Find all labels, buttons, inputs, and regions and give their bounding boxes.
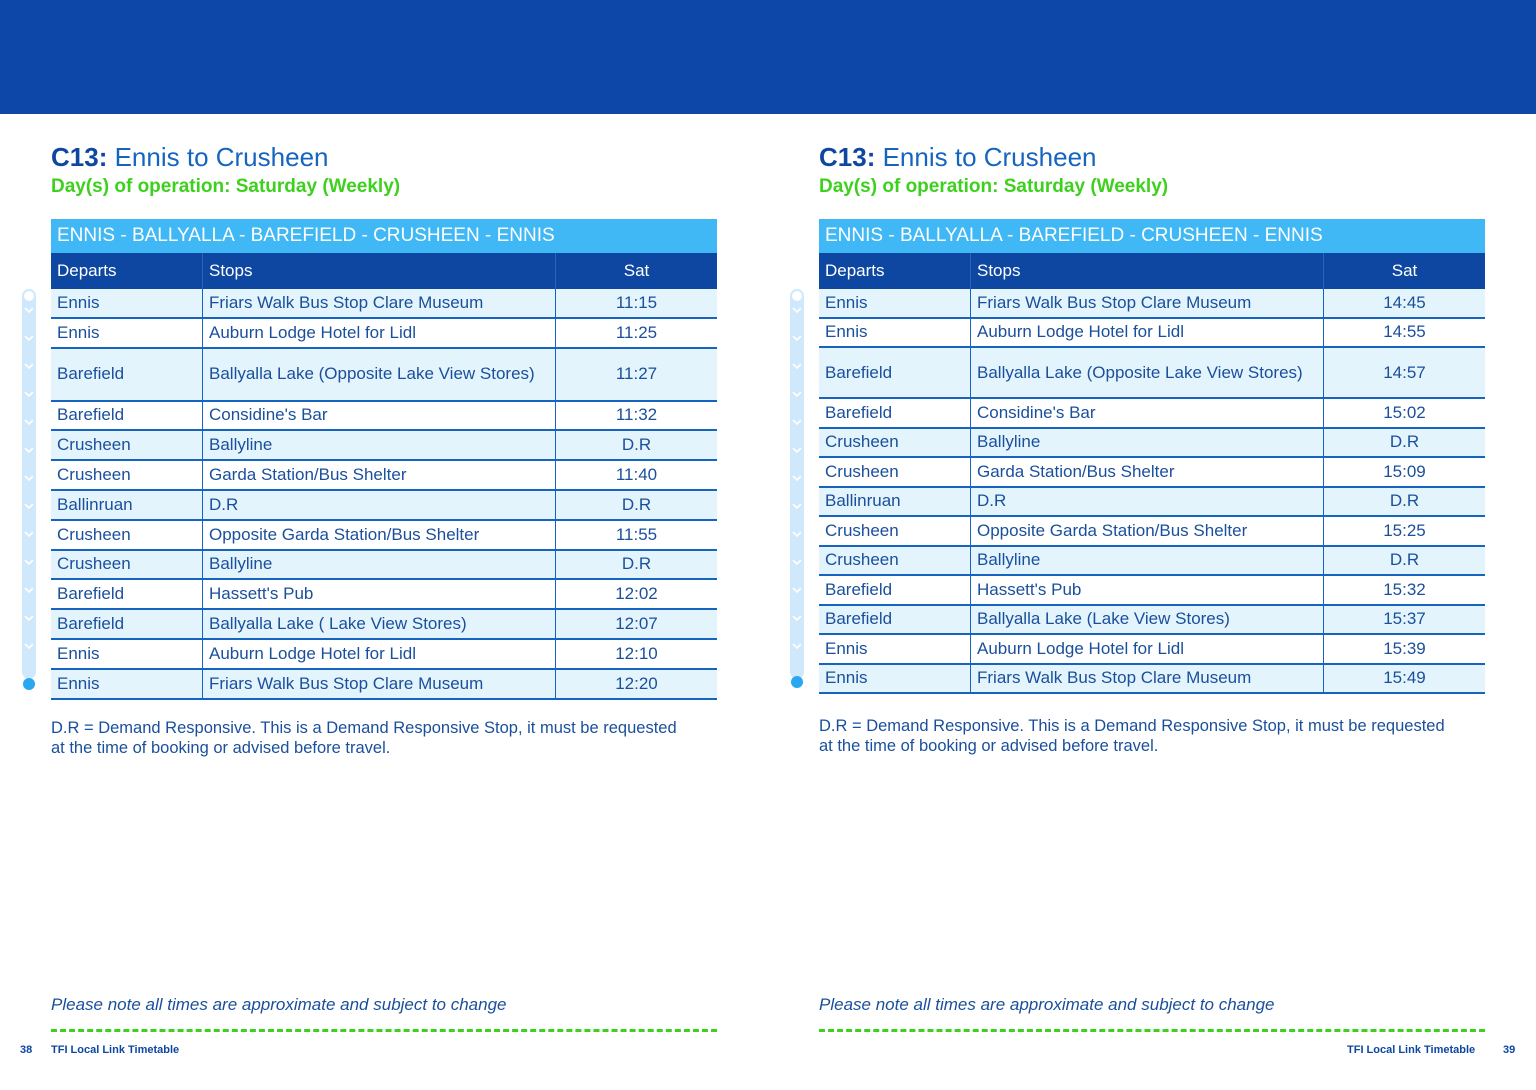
chevron-down-icon [792,643,802,649]
page-right [768,0,1536,1090]
days-of-operation: Day(s) of operation: Saturday (Weekly) [51,176,401,197]
chevron-down-icon [24,419,34,425]
cell-departs: Ballinruan [51,491,203,519]
cell-departs: Crusheen [819,517,971,545]
table-row [51,670,717,700]
cell-departs: Crusheen [51,551,203,579]
chevron-down-icon [792,419,802,425]
cell-time: 11:55 [615,524,658,544]
cell-stop: Opposite Garda Station/Bus Shelter [971,517,1324,545]
cell-time: 11:32 [615,405,658,425]
cell-stop: Ballyline [971,429,1324,457]
chevron-down-icon [792,615,802,621]
cell-departs: Crusheen [819,547,971,575]
header-sat: Sat [1391,261,1418,280]
times-disclaimer: Please note all times are approximate and subject to change [819,995,1275,1014]
demand-responsive-note: D.R = Demand Responsive. This is a Demand Responsive Stop, it must be requested at the time of booking or advised before travel. [51,719,677,757]
cell-stop: Ballyline [971,547,1324,575]
header-stops: Stops [203,253,556,289]
table-row [819,319,1485,349]
cell-time: 15:39 [1383,638,1426,658]
dashed-divider [51,1029,717,1032]
table-row [819,665,1485,695]
cell-stop: Auburn Lodge Hotel for Lidl [203,640,556,668]
page-number: 38 [20,1044,33,1056]
cell-departs: Ennis [819,635,971,663]
cell-time: 14:45 [1383,292,1426,312]
cell-stop: Auburn Lodge Hotel for Lidl [971,635,1324,663]
cell-stop: Garda Station/Bus Shelter [971,458,1324,486]
times-disclaimer: Please note all times are approximate and subject to change [51,995,507,1014]
cell-stop: Ballyline [203,551,556,579]
table-row [819,488,1485,518]
table-row [51,640,717,670]
cell-stop: Ballyalla Lake (Opposite Lake View Stores) [971,348,1324,397]
cell-departs: Barefield [51,349,203,400]
table-header [51,253,717,289]
route-title [51,142,329,173]
route-title [819,142,1097,173]
chevron-down-icon [24,307,34,313]
cell-departs: Barefield [51,402,203,430]
route-code: C13: [51,142,108,172]
header-stops: Stops [971,253,1324,289]
cell-time: 11:27 [615,364,658,384]
table-row [819,517,1485,547]
table-row [819,635,1485,665]
table-row [819,289,1485,319]
route-end-dot-icon [791,676,803,688]
cell-time: 15:49 [1383,668,1426,688]
chevron-down-icon [792,335,802,341]
chevron-down-icon [24,335,34,341]
table-row [51,580,717,610]
chevron-down-icon [792,391,802,397]
timetable [51,219,717,700]
cell-stop: Hassett's Pub [971,576,1324,604]
cell-time: D.R [621,554,652,574]
cell-departs: Barefield [819,576,971,604]
cell-departs: Crusheen [51,431,203,459]
cell-stop: Considine's Bar [971,399,1324,427]
cell-stop: Garda Station/Bus Shelter [203,461,556,489]
table-row [819,458,1485,488]
cell-time: D.R [1389,550,1420,570]
cell-stop: Opposite Garda Station/Bus Shelter [203,521,556,549]
footer-title: TFI Local Link Timetable [1347,1044,1476,1056]
cell-time: 15:32 [1383,579,1426,599]
table-body [819,289,1485,694]
cell-stop: Ballyalla Lake (Lake View Stores) [971,606,1324,634]
cell-time: D.R [1389,432,1420,452]
chevron-down-icon [792,307,802,313]
days-of-operation: Day(s) of operation: Saturday (Weekly) [819,176,1169,197]
chevron-down-icon [792,559,802,565]
cell-stop: Considine's Bar [203,402,556,430]
chevron-down-icon [792,531,802,537]
cell-stop: Auburn Lodge Hotel for Lidl [971,319,1324,347]
cell-stop: Friars Walk Bus Stop Clare Museum [971,289,1324,317]
cell-time: 15:02 [1383,402,1426,422]
cell-time: 15:09 [1383,461,1426,481]
cell-departs: Crusheen [51,461,203,489]
cell-time: 12:20 [615,673,658,693]
chevron-down-icon [792,475,802,481]
chevron-down-icon [792,363,802,369]
cell-departs: Crusheen [819,458,971,486]
cell-time: 11:40 [615,465,658,485]
cell-stop: Auburn Lodge Hotel for Lidl [203,319,556,347]
table-body [51,289,717,700]
chevron-down-icon [24,531,34,537]
cell-time: 12:10 [615,643,658,663]
cell-time: D.R [1389,491,1420,511]
chevron-down-icon [792,587,802,593]
table-row [51,491,717,521]
chevron-down-icon [24,447,34,453]
chevron-down-icon [24,643,34,649]
table-header [819,253,1485,289]
cell-time: 15:25 [1383,520,1426,540]
cell-time: 11:25 [615,322,658,342]
chevron-down-icon [24,503,34,509]
cell-departs: Crusheen [819,429,971,457]
cell-time: D.R [621,435,652,455]
table-row [819,547,1485,577]
table-row [819,606,1485,636]
cell-time: 12:07 [615,614,658,634]
cell-time: 15:37 [1383,609,1426,629]
cell-time: 14:57 [1383,362,1426,382]
cell-departs: Ennis [51,640,203,668]
cell-departs: Barefield [51,580,203,608]
chevron-down-icon [24,559,34,565]
table-row [819,399,1485,429]
cell-time: 12:02 [615,584,658,604]
table-row [51,610,717,640]
chevron-down-icon [792,503,802,509]
chevron-down-icon [792,447,802,453]
cell-stop: D.R [203,491,556,519]
demand-responsive-note: D.R = Demand Responsive. This is a Demand Responsive Stop, it must be requested at the time of booking or advised before travel. [819,717,1445,755]
route-start-marker [24,291,34,301]
cell-departs: Crusheen [51,521,203,549]
cell-time: D.R [621,494,652,514]
chevron-down-icon [24,391,34,397]
cell-departs: Ennis [51,670,203,698]
table-row [819,429,1485,459]
table-row [819,576,1485,606]
table-row [51,289,717,319]
cell-stop: Friars Walk Bus Stop Clare Museum [203,289,556,317]
table-row [51,402,717,432]
cell-departs: Ennis [51,289,203,317]
table-row [51,551,717,581]
header-sat: Sat [623,261,650,280]
cell-departs: Barefield [51,610,203,638]
cell-departs: Barefield [819,399,971,427]
page-number: 39 [1503,1044,1516,1056]
cell-stop: Friars Walk Bus Stop Clare Museum [971,665,1324,693]
table-row [51,521,717,551]
cell-stop: D.R [971,488,1324,516]
route-track [22,289,36,694]
chevron-down-icon [24,587,34,593]
table-row [51,431,717,461]
chevron-down-icon [24,615,34,621]
cell-stop: Hassett's Pub [203,580,556,608]
cell-departs: Ennis [51,319,203,347]
header-departs: Departs [819,253,971,289]
route-name: Ennis to Crusheen [875,142,1097,172]
table-row [819,348,1485,399]
table-row [51,349,717,402]
cell-departs: Barefield [819,348,971,397]
cell-stop: Ballyalla Lake (Opposite Lake View Stores) [203,349,556,400]
route-start-marker [792,291,802,301]
cell-time: 14:55 [1383,322,1426,342]
chevron-down-icon [24,363,34,369]
route-end-dot-icon [23,678,35,690]
route-code: C13: [819,142,876,172]
route-track [790,289,804,694]
cell-departs: Barefield [819,606,971,634]
cell-departs: Ballinruan [819,488,971,516]
cell-stop: Ballyline [203,431,556,459]
cell-stop: Friars Walk Bus Stop Clare Museum [203,670,556,698]
route-name: Ennis to Crusheen [107,142,329,172]
header-departs: Departs [51,253,203,289]
route-banner: ENNIS - BALLYALLA - BAREFIELD - CRUSHEEN - ENNIS [51,219,717,253]
cell-departs: Ennis [819,289,971,317]
cell-time: 11:15 [615,292,658,312]
dashed-divider [819,1029,1485,1032]
cell-departs: Ennis [819,319,971,347]
chevron-down-icon [24,475,34,481]
timetable [819,219,1485,694]
footer-title: TFI Local Link Timetable [51,1044,180,1056]
cell-departs: Ennis [819,665,971,693]
table-row [51,319,717,349]
cell-stop: Ballyalla Lake ( Lake View Stores) [203,610,556,638]
route-banner: ENNIS - BALLYALLA - BAREFIELD - CRUSHEEN - ENNIS [819,219,1485,253]
table-row [51,461,717,491]
